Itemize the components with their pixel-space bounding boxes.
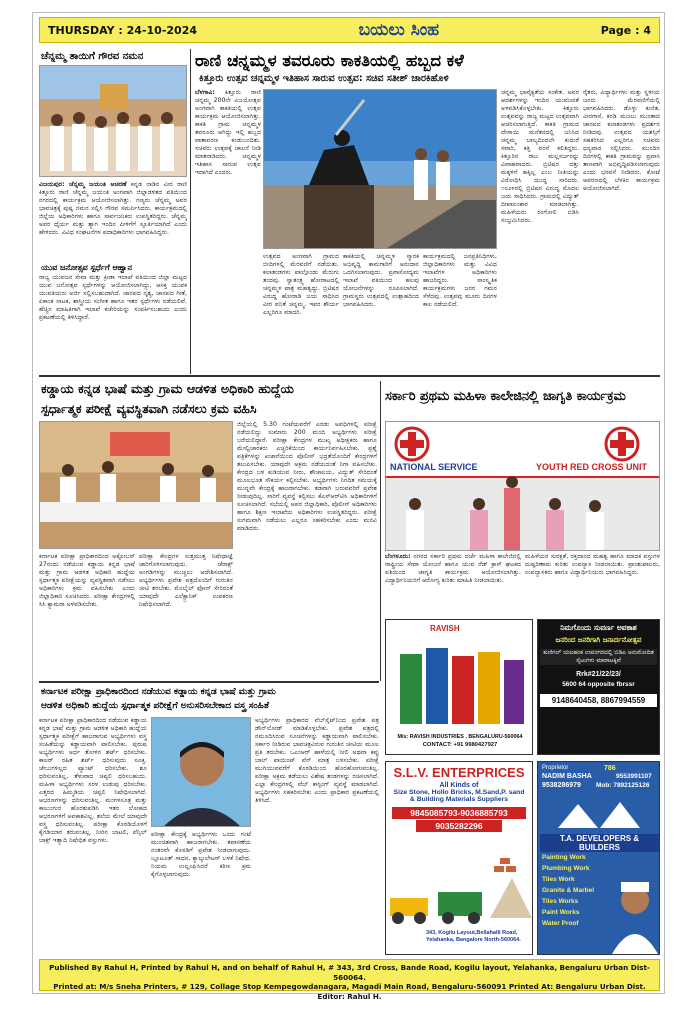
lead-body-col6: ರೈತರು, ವಿದ್ಯಾರ್ಥಿಗಳು ಮತ್ತು ಸ್ಥಳೀಯ ಜನರು ಮೆರವಣಿಗೆಯಲ್ಲಿ ಭಾಗವಹಿಸಿದರು. ಡೊಳ್ಳು ಕುಣಿತ, ವೀರಗಾಸೆ, ಕರಡಿ ಮಜಲು ಮುಂತಾದ ಜಾನಪದ ಕಲಾತಂಡಗಳು ಪ್ರದರ್ಶನ ನೀಡಿದವು. ಉತ್ಸವದ ಯಶಸ್ಸಿಗೆ ಸಹಕರಿಸಿದ ಎಲ್ಲರಿಗೂ ಸಚಿವರು ಧನ್ಯವಾದ ಸಲ್ಲಿಸಿದರು. ಮುಂದಿನ ದಿನಗಳಲ್ಲಿ ಕಾಕತಿ ಗ್ರಾಮವನ್ನು ಪ್ರವಾಸಿ ತಾಣವಾಗಿ ಅಭಿವೃದ್ಧಿಪಡಿಸಲಾಗುವುದು ಎಂದು ಭರವಸೆ ನೀಡಿದರು. ಕೋಟೆ ಆವರಣದಲ್ಲಿ ಬೆಳಕಿನ ಕಾರ್ಯಕ್ರಮ ಆಯೋಜಿಸಲಾಗಿದೆ. xyxy=(583,89,660,192)
ravish-address: M/s: RAVISH INDUSTRIES , BENGALURU-560064 xyxy=(397,734,523,740)
section-divider xyxy=(39,375,660,377)
ta-developers-ad[interactable] xyxy=(537,761,660,955)
story3-body-col2: ಮಹಿಳೆಯರ ಸುರಕ್ಷತೆ, ರಕ್ತದಾನದ ಮಹತ್ವ ಹಾಗೂ ಮಾದಕ ವಸ್ತುಗಳ ದುಷ್ಪರಿಣಾಮ ಕುರಿತು ಉಪನ್ಯಾಸ ನೀಡಲಾಯಿತು. ಪ್ರಾಂಶುಪಾಲರು, ಉಪನ್ಯಾಸಕರು ಹಾಗೂ ವಿದ್ಯಾರ್ಥಿನಿಯರು ಭಾಗವಹಿಸಿದ್ದರು. xyxy=(525,553,660,576)
story4-body-col2: ಪರೀಕ್ಷಾ ಕೇಂದ್ರಕ್ಕೆ ಅಭ್ಯರ್ಥಿಗಳು ಒಂದು ಗಂಟೆ ಮುಂಚಿತವಾಗಿ ಹಾಜರಾಗಬೇಕು. ತಪಾಸಣೆಯ ನಂತರವೇ ಕೊಠಡಿಗೆ ಪ್ರವೇಶ ನೀಡಲಾಗುವುದು. ಬ್ಲೂಟೂತ್ ಸಾಧನ, ಕ್ಯಾಲ್ಕುಲೇಟರ್ ಬಳಕೆ ನಿಷೇಧ. ನಿಯಮ ಉಲ್ಲಂಘಿಸಿದರೆ ಕಠಿಣ ಕ್ರಮ ಕೈಗೊಳ್ಳಲಾಗುವುದು. xyxy=(151,831,251,878)
story2-headline-line2: ಸ್ಪರ್ಧಾತ್ಮಕ ಪರೀಕ್ಷೆ ವ್ಯವಸ್ಥಿತವಾಗಿ ನಡೆಸಲು ಕ್ರಮ ವಹಿಸಿ xyxy=(41,401,257,416)
lead-body-col1: ಬೆಳಗಾವಿ: ಕಿತ್ತೂರು ರಾಣಿ ಚನ್ನಮ್ಮ 200ನೇ ವಿಜಯೋತ್ಸವ ಅಂಗವಾಗಿ ಕಾಕತಿಯಲ್ಲಿ ಉತ್ಸವ ಕಾರ್ಯಕ್ರಮ ಆಯೋಜಿಸಲಾಗಿತ್ತು. ಕಾಕತಿ ಗ್ರಾಮ ಚನ್ನಮ್ಮಳ ತವರೂರು ಆಗಿದ್ದು ಇಲ್ಲಿ ಹಬ್ಬದ ವಾತಾವರಣ ಕಂಡುಬಂದಿತು. ಸಚಿವರು ಉತ್ಸವಕ್ಕೆ ಚಾಲನೆ ನೀಡಿ ಮಾತನಾಡಿದರು. ಚನ್ನಮ್ಮಳ ಇತಿಹಾಸ ಸಾರುವ ಉತ್ಸವ ಇದಾಗಿದೆ ಎಂದರು. xyxy=(195,89,261,176)
lead-subheadline: ಕಿತ್ತೂರು ಉತ್ಸವ ಚನ್ನಮ್ಮಳ ಇತಿಹಾಸ ಸಾರುವ ಉತ್ಸವ: ಸಚಿವ ಸತೀಶ್ ಜಾರಕಿಹೊಳಿ xyxy=(199,73,449,84)
portrait-illustration xyxy=(152,718,251,827)
slv-phone1[interactable]: 9845085793-9036885793 xyxy=(392,807,526,819)
story2-body-col3: ಜಿಲ್ಲೆಯಲ್ಲಿ 5.30 ಗಂಟೆಯವರೆಗೆ ಎರಡು ಅವಧಿಗಳಲ್ಲಿ ಪರೀಕ್ಷೆ ನಡೆಯಲಿದ್ದು ಸುಮಾರು 200 ಮಂದಿ ಅಭ್ಯರ್ಥಿಗಳು ಪರೀಕ್ಷೆ ಬರೆಯಲಿದ್ದಾರೆ. ಪರೀಕ್ಷಾ ಕೇಂದ್ರಗಳ ಮುಖ್ಯ ಅಧೀಕ್ಷಕರು ಹಾಗೂ ಮೇಲ್ವಿಚಾರಕರು ಎಚ್ಚರಿಕೆಯಿಂದ ಕಾರ್ಯನಿರ್ವಹಿಸಬೇಕು. ಪ್ರಶ್ನೆ ಪತ್ರಿಕೆಗಳನ್ನು ಖಜಾನೆಯಿಂದ ಪೊಲೀಸ್ ಭದ್ರತೆಯೊಂದಿಗೆ ಕೇಂದ್ರಗಳಿಗೆ ತಲುಪಿಸಬೇಕು. ಯಾವುದೇ ಅಕ್ರಮ ನಡೆಯದಂತೆ ನಿಗಾ ವಹಿಸಬೇಕು. ಕೇಂದ್ರದ ಬಳಿ ಕುಡಿಯುವ ನೀರು, ಶೌಚಾಲಯ, ವಿದ್ಯುತ್ ಸೇರಿದಂತೆ ಮೂಲಭೂತ ಸೌಕರ್ಯ ಕಲ್ಪಿಸಬೇಕು. ಅಭ್ಯರ್ಥಿಗಳು ನಿಗದಿತ ಸಮಯಕ್ಕೆ ಮುನ್ನವೇ ಕೇಂದ್ರಕ್ಕೆ ಹಾಜರಾಗಬೇಕು. ತಡವಾಗಿ ಬರುವವರಿಗೆ ಪ್ರವೇಶ ನೀಡುವುದಿಲ್ಲ. ಸಾರಿಗೆ ವ್ಯವಸ್ಥೆ ಕಲ್ಪಿಸಲು ಕೆಎಸ್ಆರ್‌ಟಿಸಿ ಅಧಿಕಾರಿಗಳಿಗೆ ಸೂಚಿಸಲಾಗಿದೆ. ಸಭೆಯಲ್ಲಿ ಅಪರ ಜಿಲ್ಲಾಧಿಕಾರಿ, ಪೊಲೀಸ್ ಅಧಿಕಾರಿಗಳು ಹಾಗೂ ಶಿಕ್ಷಣ ಇಲಾಖೆಯ ಅಧಿಕಾರಿಗಳು ಉಪಸ್ಥಿತರಿದ್ದರು. ಪರೀಕ್ಷೆ ಸುಗಮವಾಗಿ ನಡೆಯಲು ಎಲ್ಲರೂ ಸಹಕರಿಸಬೇಕು ಎಂದು ಮನವಿ ಮಾಡಿದರು. xyxy=(237,421,377,532)
statue-illustration xyxy=(264,90,497,249)
page-number: Page : 4 xyxy=(600,23,651,37)
imprint-footer xyxy=(39,959,660,1001)
ta-786: 786 xyxy=(604,765,616,772)
imprint-line1: Published By Rahul H, Printed by Rahul H, and on behalf of Rahul H, # 343, 3rd Cross, Bande Road, Kogilu layout, Yelahanka, Bengaluru Urban Dist-560064. xyxy=(49,963,650,982)
story4-headline-line2: ಆಡಳಿತ ಅಧಿಕಾರಿ ಹುದ್ದೆಯ ಸ್ಪರ್ಧಾತ್ಮಕ ಪರೀಕ್ಷೆಗೆ ಅನುಸರಿಸಬೇಕಾದ ವಸ್ತ್ರ ಸಂಹಿತೆ xyxy=(41,701,269,711)
ta-service: Water Proof xyxy=(542,920,579,927)
product-bottles-illustration xyxy=(386,634,533,734)
left-top-body-text: ವಿಜಯಪುರ: ಚೆನ್ನಮ್ಮ ಜಯಂತಿ ಆಚರಣೆ ಕನ್ನಡ ನಾಡಿನ ವೀರ ರಾಣಿ ಕಿತ್ತೂರು ರಾಣಿ ಚೆನ್ನಮ್ಮ ಜಯಂತಿ ಅಂಗವಾಗಿ ಜಿಲ್ಲಾಡಳಿತದ ವತಿಯಿಂದ ನಗರದಲ್ಲಿ ಕಾರ್ಯಕ್ರಮ ಆಯೋಜಿಸಲಾಗಿತ್ತು. ಗಣ್ಯರು ಚೆನ್ನಮ್ಮ ಅವರ ಭಾವಚಿತ್ರಕ್ಕೆ ಪುಷ್ಪ ನಮನ ಸಲ್ಲಿಸಿ ಗೌರವ ಸಮರ್ಪಿಸಿದರು. ಕಾರ್ಯಕ್ರಮದಲ್ಲಿ ಜಿಲ್ಲೆಯ ಅಧಿಕಾರಿಗಳು ಹಾಗೂ ಸಾರ್ವಜನಿಕರು ಉಪಸ್ಥಿತರಿದ್ದರು. ಚೆನ್ನಮ್ಮ ಅವರ ಧೈರ್ಯ ಮತ್ತು ತ್ಯಾಗ ಇಂದಿನ ಪೀಳಿಗೆಗೆ ಸ್ಫೂರ್ತಿಯಾಗಿದೆ ಎಂದು ಹೇಳಿದರು. ವಿವಿಧ ಸಂಘಟನೆಗಳ ಪದಾಧಿಕಾರಿಗಳು ಭಾಗವಹಿಸಿದ್ದರು. xyxy=(39,181,187,236)
issue-date: THURSDAY : 24-10-2024 xyxy=(48,23,198,37)
sale-ad-subheadline: ಜನರಿಂದ ಜನರಿಗಾಗಿ ಜನಾರ್ದನೋತ್ಸವ xyxy=(555,636,642,644)
story2-body-col1: ಕರ್ನಾಟಕ ಪರೀಕ್ಷಾ ಪ್ರಾಧಿಕಾರದಿಂದ ಅಕ್ಟೋಬರ್ 27ರಂದು ನಡೆಯುವ ಕಡ್ಡಾಯ ಕನ್ನಡ ಭಾಷೆ ಮತ್ತು ಗ್ರಾಮ ಆಡಳಿತ ಅಧಿಕಾರಿ ಹುದ್ದೆಯ ಸ್ಪರ್ಧಾತ್ಮಕ ಪರೀಕ್ಷೆಯನ್ನು ವ್ಯವಸ್ಥಿತವಾಗಿ ನಡೆಸಲು ಅಧಿಕಾರಿಗಳು ಕ್ರಮ ವಹಿಸಬೇಕು ಎಂದು ಜಿಲ್ಲಾಧಿಕಾರಿ ಸೂಚಿಸಿದರು. ಪರೀಕ್ಷಾ ಕೇಂದ್ರಗಳಲ್ಲಿ ಸಿಸಿ ಕ್ಯಾಮರಾ ಅಳವಡಿಸಬೇಕು. xyxy=(39,553,135,608)
ta-proprietor-label: Proprietor xyxy=(542,765,569,771)
red-cross-event-photo xyxy=(385,421,660,551)
sale-ad-pin: 5600 64 opposite fbrssr xyxy=(562,681,635,688)
officer-portrait-photo xyxy=(151,717,251,827)
column-divider xyxy=(190,49,191,374)
lead-body-col2: ಉತ್ಸವದ ಅಂಗವಾಗಿ ಗ್ರಾಮದ ಬೀದಿಗಳಲ್ಲಿ ಮೆರವಣಿಗೆ ನಡೆಯಿತು. ಕಲಾತಂಡಗಳು ಪಾಲ್ಗೊಂಡು ಮೆರುಗು ತಂದವು. ಸ್ವಾತಂತ್ರ್ಯ ಹೋರಾಟದಲ್ಲಿ ಚನ್ನಮ್ಮಳ ಪಾತ್ರ ಮಹತ್ವದ್ದು. ಬ್ರಿಟಿಷರ ವಿರುದ್ಧ ಹೋರಾಡಿ ಜಯ ಸಾಧಿಸಿದ ವೀರ ವನಿತೆ ಚನ್ನಮ್ಮ. ಇವರ ಶೌರ್ಯ ಎಲ್ಲರಿಗೂ ಮಾದರಿ. xyxy=(263,253,339,316)
ta-service: Painting Work xyxy=(542,854,586,861)
left-subhead: ಯುವ ಜನೋತ್ಸವ ಸ್ಪರ್ಧೆಗೆ ಆಹ್ವಾನ xyxy=(41,263,132,272)
lead-headline: ರಾಣಿ ಚನ್ನಮ್ಮಳ ತವರೂರು ಕಾಕತಿಯಲ್ಲಿ ಹಬ್ಬದ ಕಳೆ xyxy=(195,51,464,70)
meeting-illustration xyxy=(40,422,233,549)
people-group-illustration xyxy=(40,66,187,177)
construction-vehicles-illustration xyxy=(386,858,533,928)
ta-proprietor-name: NADIM BASHA xyxy=(542,773,592,780)
nss-banner-text: NATIONAL SERVICE xyxy=(390,462,478,472)
ta-company-name: T.A. DEVELOPERS & BUILDERS xyxy=(540,834,659,852)
newspaper-page xyxy=(32,12,665,1001)
slv-sub2: Size Stone, Hollo Bricks, M.Sand,P. sand xyxy=(393,789,525,796)
column-divider xyxy=(380,381,381,681)
red-cross-banner-text: YOUTH RED CROSS UNIT xyxy=(536,462,648,472)
story3-headline: ಸರ್ಕಾರಿ ಪ್ರಥಮ ಮಹಿಳಾ ಕಾಲೇಜಿನಲ್ಲಿ ಜಾಗೃತಿ ಕಾರ್ಯಕ್ರಮ xyxy=(385,389,626,404)
section-divider xyxy=(39,681,379,683)
ta-mob2[interactable]: Mob: 7892125126 xyxy=(596,782,650,789)
sale-ad-phone[interactable]: 9148640458, 8867994559 xyxy=(540,694,657,707)
ravish-industries-ad[interactable] xyxy=(385,619,533,755)
masthead xyxy=(39,17,660,43)
chennamma-tribute-photo xyxy=(39,65,187,177)
people-seated-illustration xyxy=(386,422,660,551)
lead-body-col3: ಕಾಕತಿಯಲ್ಲಿ ಚನ್ನಮ್ಮಳ ಸ್ಮಾರಕ ಅಭಿವೃದ್ಧಿ ಕಾಮಗಾರಿಗೆ ಅನುದಾನ ಒದಗಿಸಲಾಗುವುದು. ಪ್ರವಾಸೋದ್ಯಮ ಇಲಾಖೆ ವತಿಯಿಂದ ಹಲವು ಯೋಜನೆಗಳನ್ನು ರೂಪಿಸಲಾಗಿದೆ. ಗ್ರಾಮಸ್ಥರು ಉತ್ಸವದಲ್ಲಿ ಉತ್ಸಾಹದಿಂದ ಭಾಗವಹಿಸಿದರು. xyxy=(343,253,419,308)
imprint-line2: Printed at: M/s Sneha Printers, # 129, Collage Stop Kempegowdanagara, Magadi Main Road, Bengaluru-560091 Printed At: Bengaluru Urban Dist. Editor: Rahul H. xyxy=(53,982,646,1001)
left-sub-body-text: ರಾಜ್ಯ ಯುವಜನ ಸೇವಾ ಮತ್ತು ಕ್ರೀಡಾ ಇಲಾಖೆ ವತಿಯಿಂದ ಜಿಲ್ಲಾ ಮಟ್ಟದ ಯುವ ಜನೋತ್ಸವ ಸ್ಪರ್ಧೆಗಳನ್ನು ಆಯೋಜಿಸಲಾಗಿದ್ದು, ಆಸಕ್ತ ಯುವಕ ಯುವತಿಯರು ಅರ್ಜಿ ಸಲ್ಲಿಸಬಹುದಾಗಿದೆ. ಜಾನಪದ ನೃತ್ಯ, ಜಾನಪದ ಗೀತೆ, ಏಕಾಂಕ ನಾಟಕ, ಶಾಸ್ತ್ರೀಯ ಸಂಗೀತ ಹಾಗೂ ಇತರ ಸ್ಪರ್ಧೆಗಳು ನಡೆಯಲಿವೆ. ಹೆಚ್ಚಿನ ಮಾಹಿತಿಗಾಗಿ ಇಲಾಖೆ ಕಚೇರಿಯನ್ನು ಸಂಪರ್ಕಿಸಬಹುದು ಎಂದು ಪ್ರಕಟಣೆಯಲ್ಲಿ ತಿಳಿಸಿದ್ದಾರೆ. xyxy=(39,274,187,321)
sale-ad-body: ಕುಣಿಗಲ್ ಯಲಹಂಕ ಉಪನಗರದಲ್ಲಿ ಬಿಡಿಎ ಅನುಮೋದಿತ ಸೈಟುಗಳು ಮಾರಾಟಕ್ಕಿವೆ xyxy=(540,649,657,665)
houses-logo-icon xyxy=(538,792,660,832)
slv-enterprises-ad[interactable] xyxy=(385,761,533,955)
story4-headline-line1: ಕರ್ನಾಟಕ ಪರೀಕ್ಷಾ ಪ್ರಾಧಿಕಾರದಿಂದ ನಡೆಯುವ ಕಡ್ಡಾಯ ಕನ್ನಡ ಭಾಷೆ ಮತ್ತು ಗ್ರಾಮ xyxy=(41,687,276,697)
story4-body-col1: ಕರ್ನಾಟಕ ಪರೀಕ್ಷಾ ಪ್ರಾಧಿಕಾರದಿಂದ ನಡೆಯುವ ಕಡ್ಡಾಯ ಕನ್ನಡ ಭಾಷೆ ಮತ್ತು ಗ್ರಾಮ ಆಡಳಿತ ಅಧಿಕಾರಿ ಹುದ್ದೆಯ ಸ್ಪರ್ಧಾತ್ಮಕ ಪರೀಕ್ಷೆಗೆ ಹಾಜರಾಗುವ ಅಭ್ಯರ್ಥಿಗಳು ವಸ್ತ್ರ ಸಂಹಿತೆಯನ್ನು ಕಡ್ಡಾಯವಾಗಿ ಪಾಲಿಸಬೇಕು. ಪುರುಷ ಅಭ್ಯರ್ಥಿಗಳು ಅರ್ಧ ತೋಳಿನ ಶರ್ಟ್ ಧರಿಸಬೇಕು. ಕಾಲರ್ ರಹಿತ ಶರ್ಟ್ ಧರಿಸುವುದು ಸೂಕ್ತ. ಜೇಬುಗಳಿಲ್ಲದ ಪ್ಯಾಂಟ್ ಧರಿಸಬೇಕು. ಶೂ ಧರಿಸುವಂತಿಲ್ಲ, ತೆಳುವಾದ ಚಪ್ಪಲಿ ಧರಿಸಬಹುದು. ಮಹಿಳಾ ಅಭ್ಯರ್ಥಿಗಳು ಸರಳ ಉಡುಪು ಧರಿಸಬೇಕು. ಎತ್ತರದ ಹಿಮ್ಮಡಿಯ ಚಪ್ಪಲಿ ನಿಷೇಧಿಸಲಾಗಿದೆ. ಆಭರಣಗಳನ್ನು ಧರಿಸುವಂತಿಲ್ಲ. ಮಂಗಳಸೂತ್ರ ಮತ್ತು ಕಾಲುಂಗುರ ಹೊರತುಪಡಿಸಿ ಇತರ ಲೋಹದ ಆಭರಣಗಳಿಗೆ ಅವಕಾಶವಿಲ್ಲ. ತಲೆಯ ಮೇಲೆ ಯಾವುದೇ ವಸ್ತ್ರ ಧರಿಸುವಂತಿಲ್ಲ. ಪರೀಕ್ಷಾ ಕೊಠಡಿಯೊಳಗೆ ಕೈಗಡಿಯಾರ ತರುವಂತಿಲ್ಲ. ನೀರಿನ ಬಾಟಲಿ, ಪೆನ್ಸಿಲ್ ಬಾಕ್ಸ್ ಇತ್ಯಾದಿ ನಿಷೇಧಿತ ವಸ್ತುಗಳು. xyxy=(39,717,147,844)
slv-sub1: All Kinds of xyxy=(439,782,479,789)
slv-sub3: & Building Materials Suppliers xyxy=(409,796,509,803)
story4-body-col3: ಅಭ್ಯರ್ಥಿಗಳು ಪ್ರಾಧಿಕಾರದ ವೆಬ್‌ಸೈಟ್‌ನಿಂದ ಪ್ರವೇಶ ಪತ್ರ ಡೌನ್‌ಲೋಡ್ ಮಾಡಿಕೊಳ್ಳಬೇಕು. ಪ್ರವೇಶ ಪತ್ರದಲ್ಲಿ ನಮೂದಿಸಿರುವ ಸೂಚನೆಗಳನ್ನು ಕಡ್ಡಾಯವಾಗಿ ಪಾಲಿಸಬೇಕು. ಸರ್ಕಾರ ನೀಡಿರುವ ಭಾವಚಿತ್ರವಿರುವ ಗುರುತಿನ ಚೀಟಿಯ ಮೂಲ ಪ್ರತಿ ತರಬೇಕು. ಒಎಂಆರ್ ಹಾಳೆಯಲ್ಲಿ ನೀಲಿ ಅಥವಾ ಕಪ್ಪು ಬಾಲ್ ಪಾಯಿಂಟ್ ಪೆನ್ ಮಾತ್ರ ಬಳಸಬೇಕು. ಪರೀಕ್ಷೆ ಮುಗಿಯುವವರೆಗೆ ಕೊಠಡಿಯಿಂದ ಹೊರಹೋಗುವಂತಿಲ್ಲ. ಪರೀಕ್ಷಾ ಅಕ್ರಮ ತಡೆಯಲು ವಿಶೇಷ ತಂಡಗಳನ್ನು ರಚಿಸಲಾಗಿದೆ. ಎಲ್ಲಾ ಕೇಂದ್ರಗಳಲ್ಲಿ ವೆಬ್ ಕಾಸ್ಟಿಂಗ್ ವ್ಯವಸ್ಥೆ ಮಾಡಲಾಗಿದೆ. ಅಭ್ಯರ್ಥಿಗಳು ಸಹಕರಿಸಬೇಕು ಎಂದು ಪ್ರಾಧಿಕಾರ ಪ್ರಕಟಣೆಯಲ್ಲಿ ತಿಳಿಸಿದೆ. xyxy=(255,717,379,804)
story2-body-col2: ಪರೀಕ್ಷಾ ಕೇಂದ್ರಗಳ ಸುತ್ತಮುತ್ತ ನಿಷೇಧಾಜ್ಞೆ ಜಾರಿಗೊಳಿಸಲಾಗುವುದು. ಜೆರಾಕ್ಸ್ ಅಂಗಡಿಗಳನ್ನು ಮುಚ್ಚಲು ಆದೇಶಿಸಲಾಗಿದೆ. ಅಭ್ಯರ್ಥಿಗಳು ಪ್ರವೇಶ ಪತ್ರದೊಂದಿಗೆ ಗುರುತಿನ ಚೀಟಿ ತರಬೇಕು. ಮೊಬೈಲ್ ಫೋನ್ ಸೇರಿದಂತೆ ಯಾವುದೇ ಎಲೆಕ್ಟ್ರಾನಿಕ್ ಉಪಕರಣ ನಿಷೇಧಿಸಲಾಗಿದೆ. xyxy=(139,553,233,608)
story3-body-col1: ಬೆಂಗಳೂರು: ನಗರದ ಸರ್ಕಾರಿ ಪ್ರಥಮ ದರ್ಜೆ ಮಹಿಳಾ ಕಾಲೇಜಿನಲ್ಲಿ ರಾಷ್ಟ್ರೀಯ ಸೇವಾ ಯೋಜನೆ ಹಾಗೂ ಯುವ ರೆಡ್ ಕ್ರಾಸ್ ಘಟಕದ ವತಿಯಿಂದ ಜಾಗೃತಿ ಕಾರ್ಯಕ್ರಮ ಆಯೋಜಿಸಲಾಗಿತ್ತು. ವಿದ್ಯಾರ್ಥಿನಿಯರಿಗೆ ಆರೋಗ್ಯ ಕುರಿತು ಮಾಹಿತಿ ನೀಡಲಾಯಿತು. xyxy=(385,553,521,584)
lead-body-col4: ಕಾರ್ಯಕ್ರಮದಲ್ಲಿ ಜನಪ್ರತಿನಿಧಿಗಳು, ಜಿಲ್ಲಾಧಿಕಾರಿಗಳು ಮತ್ತು ವಿವಿಧ ಇಲಾಖೆಗಳ ಅಧಿಕಾರಿಗಳು ಹಾಜರಿದ್ದರು. ಸಾಂಸ್ಕೃತಿಕ ಕಾರ್ಯಕ್ರಮಗಳು ಜನರ ಗಮನ ಸೆಳೆದವು. ಉತ್ಸವವು ಮೂರು ದಿನಗಳ ಕಾಲ ನಡೆಯಲಿದೆ. xyxy=(423,253,497,308)
slv-phone2[interactable]: 9035282296 xyxy=(416,820,502,832)
slv-address: 343, Kogilu Layout,Bellahalli Road, Yelahanka, Bangalore North-560064. xyxy=(426,930,521,943)
newspaper-title: ಬಯಲು ಸಿಂಹ xyxy=(358,20,440,40)
ta-service: Paint Works xyxy=(542,909,580,916)
slv-name: S.L.V. ENTERPRICES xyxy=(393,765,525,780)
lead-body-col5: ಚನ್ನಮ್ಮ ಭಾವೈಕ್ಯತೆಯ ಸಂಕೇತ. ಅವರ ಆದರ್ಶಗಳನ್ನು ಇಂದಿನ ಯುವಜನತೆ ಅಳವಡಿಸಿಕೊಳ್ಳಬೇಕು. ಕಿತ್ತೂರು ಉತ್ಸವವನ್ನು ರಾಜ್ಯ ಮಟ್ಟದ ಉತ್ಸವವಾಗಿ ಆಚರಿಸಲಾಗುತ್ತಿದೆ. ಕಾಕತಿ ಗ್ರಾಮದ ದೇಸಾಯಿ ಮನೆತನದಲ್ಲಿ ಜನಿಸಿದ ಚನ್ನಮ್ಮ ಬಾಲ್ಯದಿಂದಲೇ ಕುದುರೆ ಸವಾರಿ, ಕತ್ತಿ ವರಸೆ ಕಲಿತಿದ್ದರು. ಕಿತ್ತೂರಿನ ರಾಜ ಮಲ್ಲಸರ್ಜರನ್ನು ವಿವಾಹವಾದರು. ಬ್ರಿಟಿಷರ ದತ್ತು ಮಕ್ಕಳಿಗೆ ಹಕ್ಕಿಲ್ಲ ಎಂಬ ನೀತಿಯನ್ನು ವಿರೋಧಿಸಿ ಯುದ್ಧ ಸಾರಿದರು. ೧೮೨೪ರಲ್ಲಿ ಬ್ರಿಟಿಷರ ವಿರುದ್ಧ ಮೊದಲ ಜಯ ಸಾಧಿಸಿದರು. ಗ್ರಾಮದಲ್ಲಿ ವಿದ್ಯುತ್ ದೀಪಾಲಂಕಾರ ಮಾಡಲಾಗಿತ್ತು. ಮಹಿಳೆಯರು ರಂಗೋಲಿ ಬಿಡಿಸಿ ಸಂಭ್ರಮಿಸಿದರು. xyxy=(501,89,579,224)
ta-service: Plumbing Work xyxy=(542,865,590,872)
meeting-photo xyxy=(39,421,233,549)
ta-service: Tiles Works xyxy=(542,898,579,905)
ravish-contact: CONTACT: +91 9980427927 xyxy=(422,742,498,748)
sites-sale-ad[interactable] xyxy=(537,619,660,755)
left-top-headline: ಚೆನ್ನಮ್ಮ ತಾಯಿಗೆ ಗೌರವ ನಮನ xyxy=(41,51,144,62)
sale-ad-headline: ನಿಮಗೊಂದು ಸುವರ್ಣ ಅವಕಾಶ xyxy=(560,623,637,632)
story2-headline-line1: ಕಡ್ಡಾಯ ಕನ್ನಡ ಭಾಷೆ ಮತ್ತು ಗ್ರಾಮ ಆಡಳಿತ ಅಧಿಕಾರಿ ಹುದ್ದೆಯ xyxy=(41,381,294,396)
proprietor-photo-icon xyxy=(610,864,660,954)
chennamma-statue-photo xyxy=(263,89,497,249)
sale-ad-rera: Rrk#21/22/23/ xyxy=(576,671,621,678)
ta-mob1[interactable]: 9553991107 xyxy=(616,773,652,780)
ta-service: Granite & Marbel xyxy=(542,887,595,894)
ravish-brand: RAVISH xyxy=(430,624,460,633)
ta-services-list xyxy=(542,852,610,929)
ta-service: Tiles Work xyxy=(542,876,575,883)
ta-phone-left[interactable]: 9538286979 xyxy=(542,782,581,789)
